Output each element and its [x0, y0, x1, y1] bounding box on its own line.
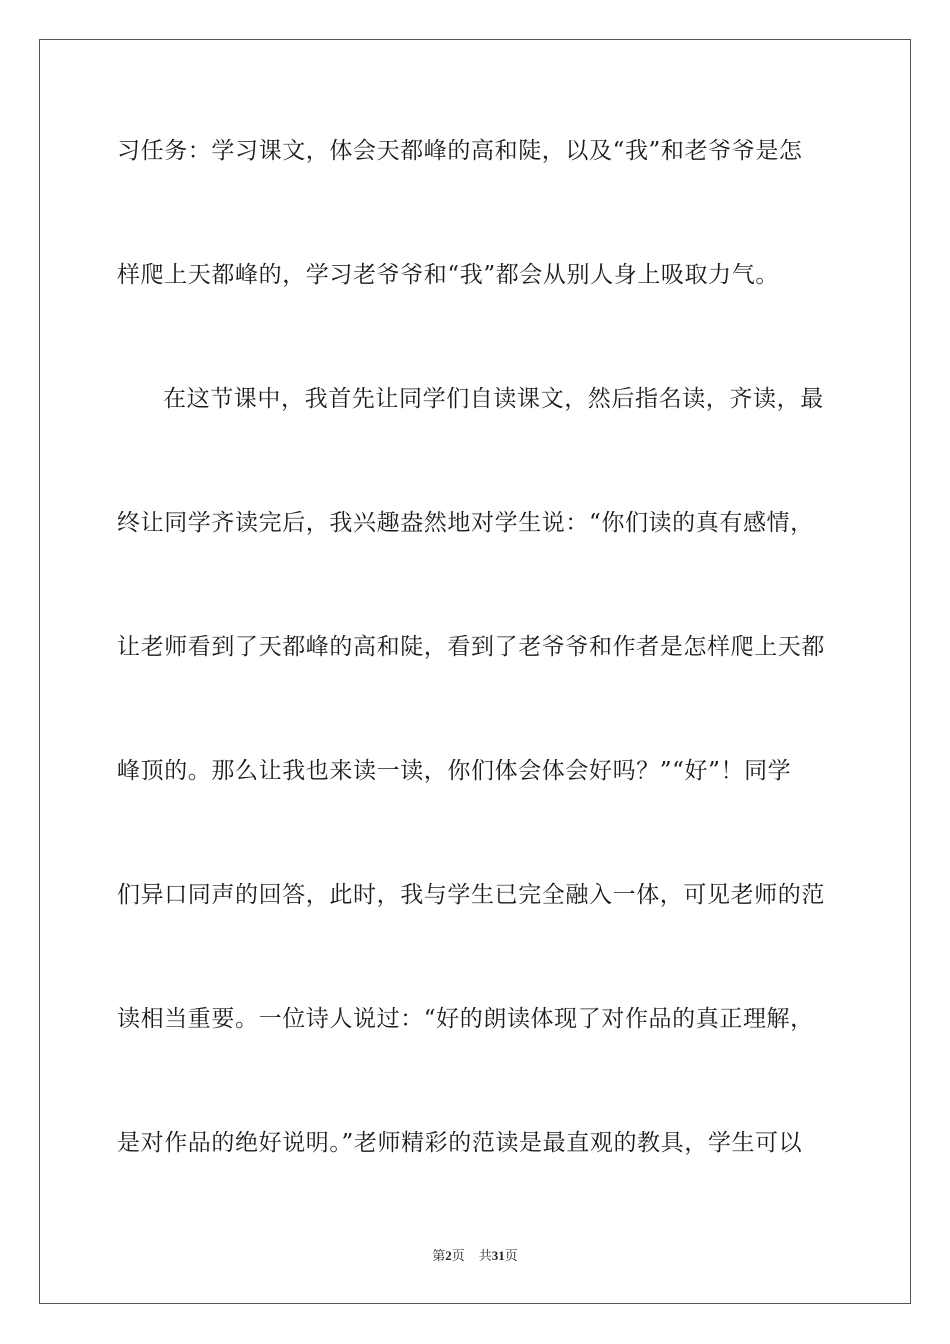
current-page-number: 2: [445, 1248, 452, 1263]
text-line: 峰顶的。那么让我也来读一读，你们体会体会好吗？”“好”！同学: [117, 758, 792, 784]
text-line: 们异口同声的回答，此时，我与学生已完全融入一体，可见老师的范: [117, 882, 825, 908]
text-line: 习任务：学习课文，体会天都峰的高和陡，以及“我”和老爷爷是怎: [117, 138, 803, 164]
text-line: 终让同学齐读完后，我兴趣盎然地对学生说：“你们读的真有感情，: [117, 510, 814, 536]
page-border: [39, 39, 911, 1304]
page-number-footer: [0, 1248, 950, 1264]
text-line: 让老师看到了天都峰的高和陡，看到了老爷爷和作者是怎样爬上天都: [117, 634, 825, 660]
page-suffix: 页: [451, 1248, 465, 1263]
page-prefix: 第: [432, 1248, 446, 1263]
total-suffix: 页: [504, 1248, 518, 1263]
total-page-count: 31: [491, 1248, 505, 1263]
text-line: 样爬上天都峰的，学习老爷爷和“我”都会从别人身上吸取力气。: [117, 262, 779, 288]
total-prefix: 共: [478, 1248, 492, 1263]
text-line: 读相当重要。一位诗人说过：“好的朗读体现了对作品的真正理解，: [117, 1006, 814, 1032]
paragraph-start-line: 在这节课中，我首先让同学们自读课文，然后指名读，齐读，最: [163, 386, 824, 412]
text-line: 是对作品的绝好说明。”老师精彩的范读是最直观的教具，学生可以: [117, 1130, 803, 1156]
